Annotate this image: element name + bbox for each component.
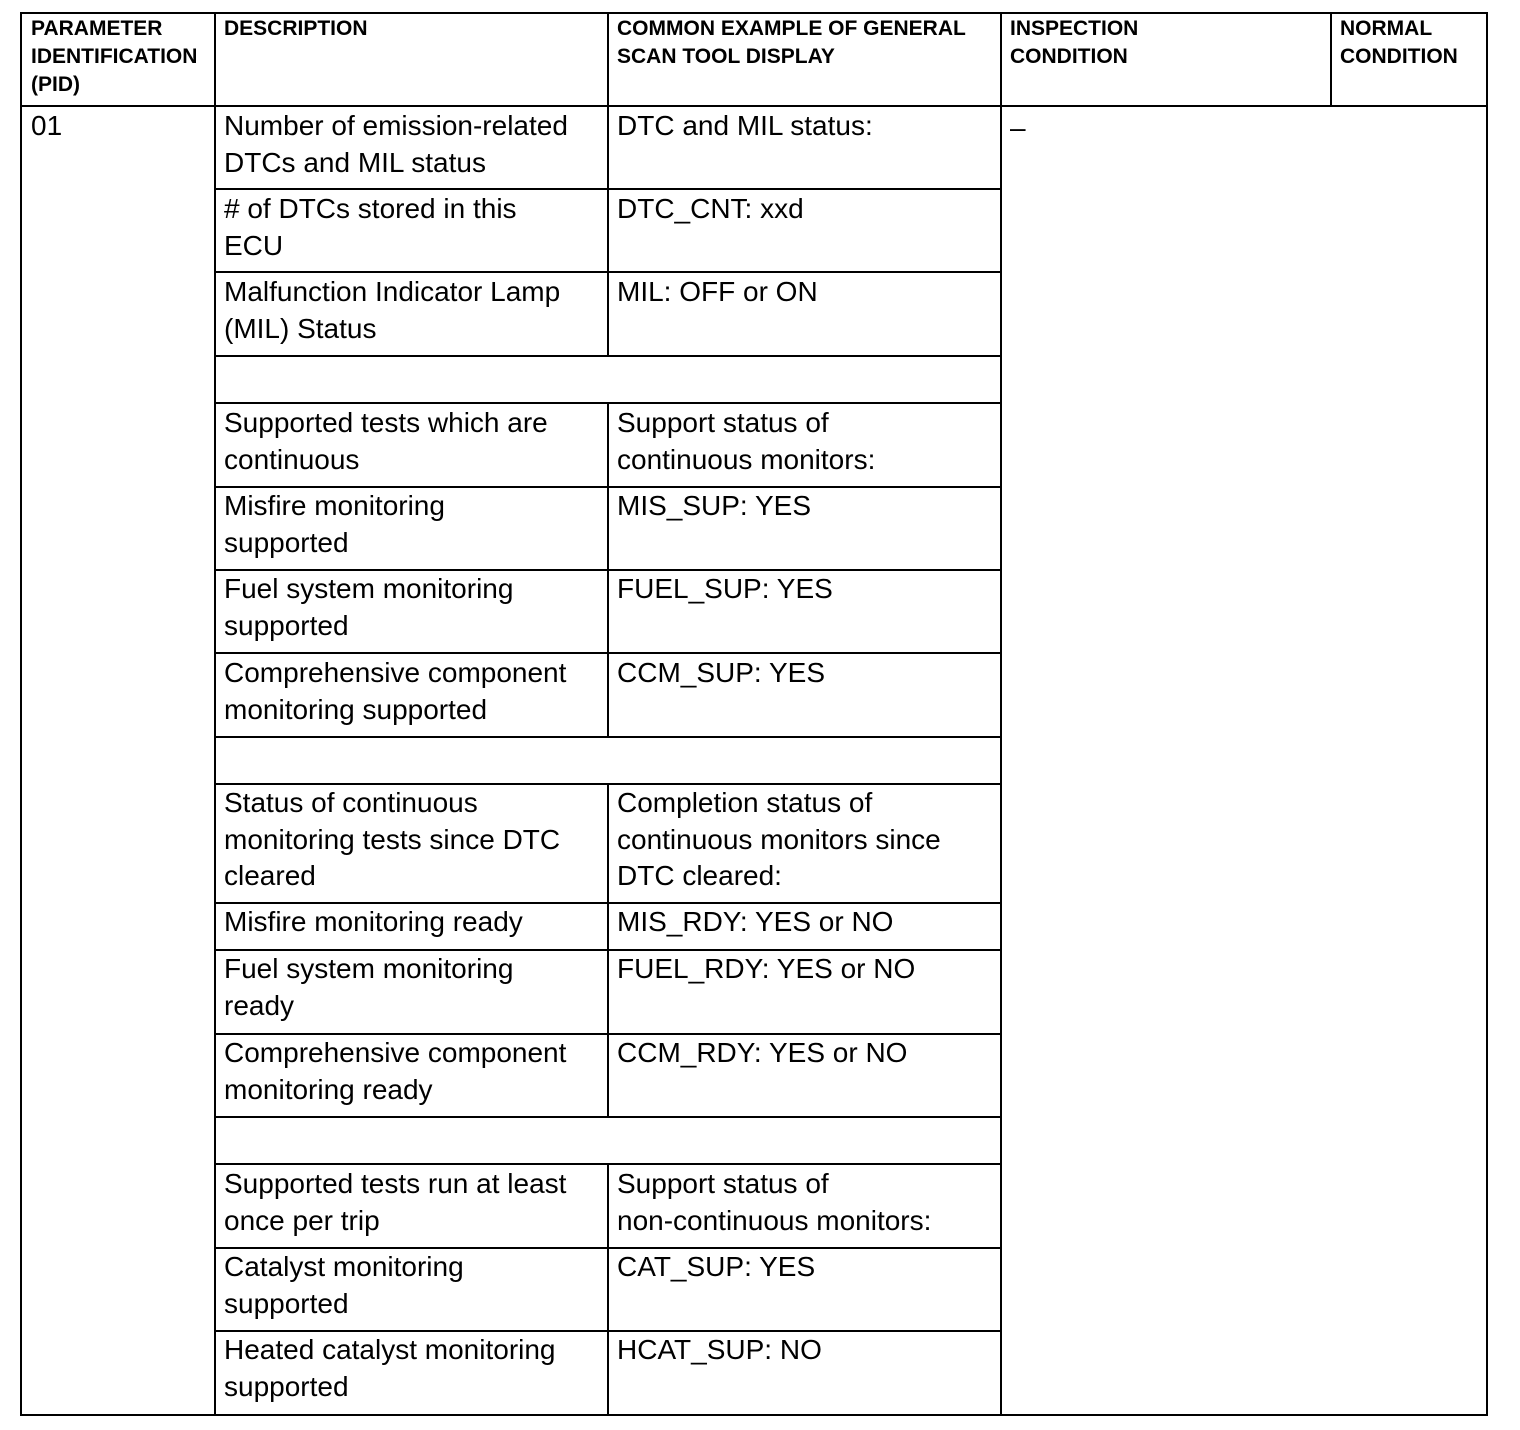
row-display: MIS_RDY: YES or NO xyxy=(617,906,894,937)
row-description: Supported tests which are continuous xyxy=(224,407,548,475)
column-divider-pid xyxy=(214,12,216,1416)
pid-value: 01 xyxy=(31,110,63,141)
row-display: MIS_SUP: YES xyxy=(617,490,812,521)
row-display: MIL: OFF or ON xyxy=(617,276,818,307)
column-divider-description xyxy=(607,12,609,1416)
row-description: Supported tests run at least once per trip xyxy=(224,1168,567,1236)
spacer-row xyxy=(216,357,1000,402)
row-divider xyxy=(214,188,1002,190)
header-pid: PARAMETER IDENTIFICATION (PID) xyxy=(31,17,198,96)
row-description: Comprehensive component monitoring supported xyxy=(224,657,567,725)
column-divider-display xyxy=(1000,12,1002,1416)
row-description: # of DTCs stored in this ECU xyxy=(224,193,517,261)
header-inspection-condition: INSPECTION CONDITION xyxy=(1010,17,1139,68)
row-display: CCM_RDY: YES or NO xyxy=(617,1037,908,1068)
row-description: Misfire monitoring supported xyxy=(224,490,445,558)
row-display: CCM_SUP: YES xyxy=(617,657,825,688)
row-display: FUEL_RDY: YES or NO xyxy=(617,953,916,984)
row-display: HCAT_SUP: NO xyxy=(617,1334,822,1365)
row-display: DTC_CNT: xxd xyxy=(617,193,804,224)
row-divider xyxy=(214,402,1002,404)
row-divider xyxy=(214,271,1002,273)
row-description: Comprehensive component monitoring ready xyxy=(224,1037,567,1105)
spacer-row xyxy=(216,738,1000,783)
row-description: Catalyst monitoring supported xyxy=(224,1251,464,1319)
header-scan-tool-display: COMMON EXAMPLE OF GENERAL SCAN TOOL DISPLAY xyxy=(617,17,966,68)
row-description: Fuel system monitoring ready xyxy=(224,953,514,1021)
row-description: Number of emission-related DTCs and MIL status xyxy=(224,110,568,178)
row-description: Misfire monitoring ready xyxy=(224,906,523,937)
row-description: Heated catalyst monitoring supported xyxy=(224,1334,556,1402)
header-divider xyxy=(20,105,1488,107)
row-display: CAT_SUP: YES xyxy=(617,1251,816,1282)
row-description: Fuel system monitoring supported xyxy=(224,573,514,641)
inspection-value: – xyxy=(1010,112,1026,143)
column-divider-inspection xyxy=(1330,12,1332,107)
header-normal-condition: NORMAL CONDITION xyxy=(1340,17,1458,68)
row-description: Malfunction Indicator Lamp (MIL) Status xyxy=(224,276,561,344)
spacer-row xyxy=(216,1118,1000,1163)
row-display: DTC and MIL status: xyxy=(617,110,873,141)
header-description: DESCRIPTION xyxy=(224,17,368,40)
row-display: Support status of continuous monitors: xyxy=(617,407,876,475)
row-divider xyxy=(214,652,1002,654)
row-display: Support status of non-continuous monitors: xyxy=(617,1168,932,1236)
row-divider xyxy=(214,1163,1002,1165)
row-description: Status of continuous monitoring tests since DTC cleared xyxy=(224,787,561,891)
row-display: FUEL_SUP: YES xyxy=(617,573,833,604)
row-display: Completion status of continuous monitors since DTC cleared: xyxy=(617,787,941,891)
